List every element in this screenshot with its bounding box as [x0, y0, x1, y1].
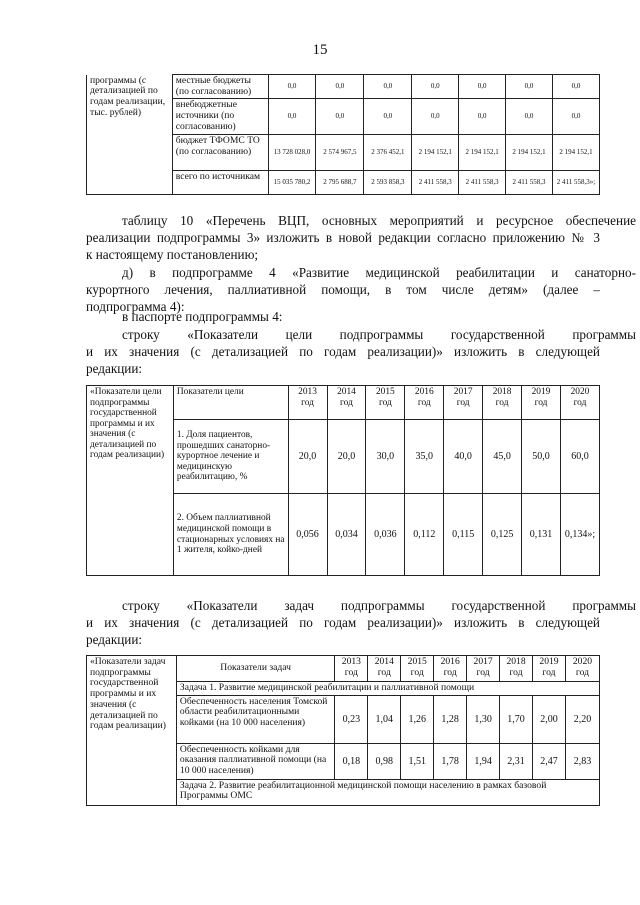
table1-cell: 0,0 [364, 75, 412, 99]
table2-cell: 0,115 [444, 494, 483, 576]
table2-cell: 0,125 [483, 494, 522, 576]
text-line: строку «Показатели задач подпрограммы государственной программы [122, 598, 636, 613]
goal-indicators-table [86, 385, 600, 576]
table1-cell: 2 194 152,1 [552, 135, 599, 171]
financing-table [86, 74, 600, 195]
text-line: и их значения (с детализацией по годам реализации)» изложить в следующей [86, 615, 600, 630]
table2-year: 2015 год [366, 386, 405, 420]
table3-year: 2019 год [533, 656, 566, 682]
text-line: подпрограмма 4): [86, 299, 185, 314]
text-line: и их значения (с детализацией по годам реализации)» изложить в следующей [86, 344, 600, 359]
table1-row-label: внебюджетные источники (по согласованию) [172, 99, 268, 135]
table1-cell: 2 574 967,5 [316, 135, 364, 171]
table2-year: 2014 год [327, 386, 366, 420]
table2-cell: 30,0 [366, 420, 405, 494]
table1-cell: 2 411 558,3»; [552, 171, 599, 195]
table3-row-label: Обеспеченность населения Томской области реабилитационными койками (на 10 000 населения) [176, 695, 335, 743]
table1-cell: 2 376 452,1 [364, 135, 412, 171]
table3-cell: 0,23 [335, 695, 368, 743]
table1-row-label: бюджет ТФОМС ТО (по согласованию) [172, 135, 268, 171]
table3-cell: 1,51 [401, 743, 434, 779]
table1-cell: 0,0 [552, 75, 599, 99]
table3-year: 2020 год [565, 656, 599, 682]
table2-year: 2013 год [288, 386, 327, 420]
table3-cell: 0,18 [335, 743, 368, 779]
text-line: в паспорте подпрограммы 4: [122, 309, 283, 324]
table3-cell: 1,04 [368, 695, 401, 743]
table1-cell: 0,0 [506, 75, 553, 99]
table2-year: 2017 год [444, 386, 483, 420]
table3-header-label: Показатели задач [176, 656, 335, 682]
table2-cell: 0,034 [327, 494, 366, 576]
table3-cell: 2,47 [533, 743, 566, 779]
table2-cell: 0,131 [522, 494, 561, 576]
table2-cell: 35,0 [405, 420, 444, 494]
table1-cell: 0,0 [459, 99, 506, 135]
table2-cell: 40,0 [444, 420, 483, 494]
table3-cell: 1,78 [434, 743, 467, 779]
paragraph-passport [86, 308, 636, 325]
table1-cell: 15 035 780,2 [268, 171, 316, 195]
table3-cell: 2,31 [500, 743, 533, 779]
table3-cell: 1,28 [434, 695, 467, 743]
table3-row-label: Обеспеченность койками для оказания паллиативной помощи (на 10 000 населения) [176, 743, 335, 779]
text-line: реализации подпрограммы 3» изложить в новой редакции согласно приложению № 3 [86, 230, 600, 245]
table3-cell: 1,94 [467, 743, 500, 779]
table1-cell: 13 728 028,0 [268, 135, 316, 171]
table1-row-label: всего по источникам [172, 171, 268, 195]
task-indicators-table [86, 655, 600, 806]
table1-cell: 2 194 152,1 [506, 135, 553, 171]
table3-cell: 0,98 [368, 743, 401, 779]
table3-left-label: «Показатели задач подпрограммы государственной программы и их значения (с детализацией по годам реализации) [87, 656, 177, 806]
table2-year: 2016 год [405, 386, 444, 420]
table2-row-label: 1. Доля пациентов, прошедших санаторно-курортное лечение и медицинскую реабилитацию, % [173, 420, 288, 494]
table1-left-label: программы (с детализацией по годам реализации, тыс. рублей) [87, 75, 173, 195]
table3-cell: 1,26 [401, 695, 434, 743]
text-line: редакции: [86, 632, 143, 647]
table3-year: 2017 год [467, 656, 500, 682]
table1-cell: 2 411 558,3 [459, 171, 506, 195]
table1-cell: 0,0 [268, 99, 316, 135]
text-line: редакции: [86, 361, 143, 376]
paragraph-subprogram4 [86, 264, 636, 281]
table1-cell: 0,0 [506, 99, 553, 135]
table1-cell: 0,0 [316, 99, 364, 135]
table1-cell: 0,0 [412, 99, 459, 135]
text-line: курортного лечения, паллиативной помощи, в том числе детям» (далее – [86, 282, 600, 297]
table1-cell: 0,0 [552, 99, 599, 135]
text-line: д) в подпрограмме 4 «Развитие медицинской реабилитации и санаторно- [122, 265, 636, 280]
paragraph-task-indicators [86, 597, 636, 614]
table2-year: 2018 год [483, 386, 522, 420]
table1-cell: 2 194 152,1 [412, 135, 459, 171]
table1-cell: 2 593 858,3 [364, 171, 412, 195]
table1-cell: 0,0 [364, 99, 412, 135]
table1-row-label: местные бюджеты (по согласованию) [172, 75, 268, 99]
table3-year: 2014 год [368, 656, 401, 682]
table2-cell: 60,0 [560, 420, 599, 494]
table3-year: 2016 год [434, 656, 467, 682]
table2-header-label: Показатели цели [173, 386, 288, 420]
paragraph-table10 [86, 212, 636, 229]
table1-cell: 0,0 [459, 75, 506, 99]
table2-year: 2020 год [560, 386, 599, 420]
table2-row-label: 2. Объем паллиативной медицинской помощи в стационарных условиях на 1 жителя, койко-дней [173, 494, 288, 576]
table3-year: 2013 год [335, 656, 368, 682]
table1-cell: 2 411 558,3 [412, 171, 459, 195]
paragraph-goal-indicators-cont [86, 343, 600, 377]
page-number: 15 [312, 42, 328, 58]
table3-cell: 1,30 [467, 695, 500, 743]
table3-task1-heading: Задача 1. Развитие медицинской реабилитации и паллиативной помощи [176, 682, 599, 696]
table3-cell: 2,00 [533, 695, 566, 743]
text-line: строку «Показатели цели подпрограммы государственной программы [122, 327, 636, 342]
table3-year: 2018 год [500, 656, 533, 682]
table1-cell: 2 411 558,3 [506, 171, 553, 195]
table1-cell: 0,0 [268, 75, 316, 99]
table2-cell: 0,134»; [560, 494, 599, 576]
table2-cell: 0,056 [288, 494, 327, 576]
table3-task2-heading: Задача 2. Развитие реабилитационной медицинской помощи населению в рамках базовой Программы ОМС [176, 779, 599, 805]
table1-cell: 2 795 688,7 [316, 171, 364, 195]
table2-cell: 0,112 [405, 494, 444, 576]
table3-year: 2015 год [401, 656, 434, 682]
table1-cell: 2 194 152,1 [459, 135, 506, 171]
table2-cell: 20,0 [288, 420, 327, 494]
table2-cell: 50,0 [522, 420, 561, 494]
paragraph-goal-indicators [86, 326, 636, 343]
table3-cell: 2,83 [565, 743, 599, 779]
table2-cell: 20,0 [327, 420, 366, 494]
text-line: таблицу 10 «Перечень ВЦП, основных мероприятий и ресурсное обеспечение [122, 213, 636, 228]
table2-cell: 45,0 [483, 420, 522, 494]
table3-cell: 1,70 [500, 695, 533, 743]
table2-left-label: «Показатели цели подпрограммы государственной программы и их значения (с детализацией по годам реализации) [87, 386, 174, 576]
paragraph-task-indicators-cont [86, 614, 600, 648]
table2-cell: 0,036 [366, 494, 405, 576]
table1-cell: 0,0 [316, 75, 364, 99]
paragraph-table10-cont [86, 229, 600, 263]
table1-cell: 0,0 [412, 75, 459, 99]
table2-year: 2019 год [522, 386, 561, 420]
table3-cell: 2,20 [565, 695, 599, 743]
text-line: к настоящему постановлению; [86, 247, 259, 262]
